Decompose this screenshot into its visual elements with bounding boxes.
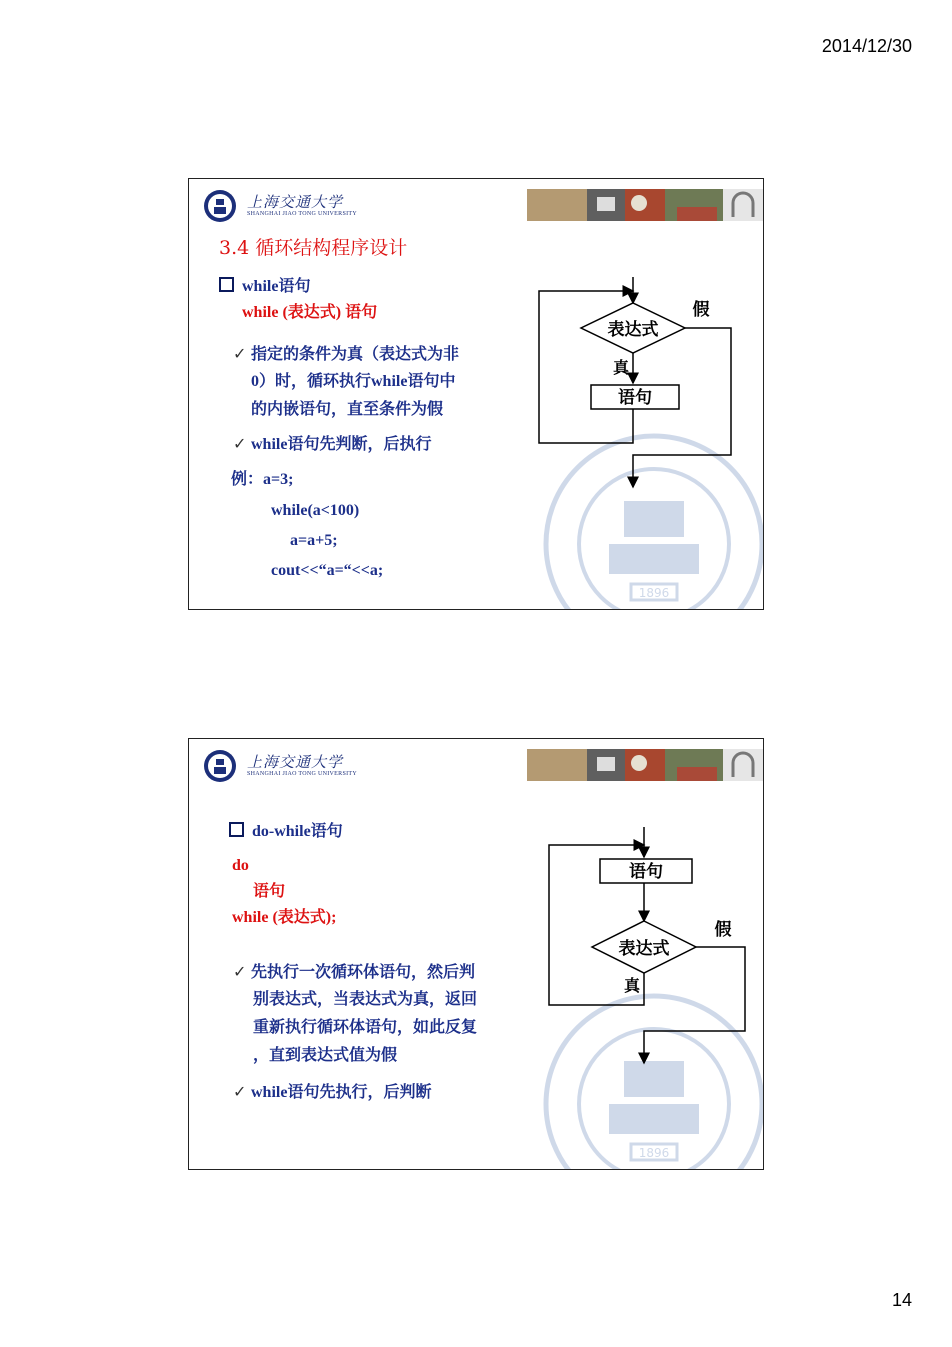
- flow-true-label: 真: [623, 976, 641, 995]
- checkmark-icon: ✓: [233, 1082, 247, 1101]
- point-line-2: 别表达式，当表达式为真，返回: [253, 991, 478, 1008]
- point-line-5: ✓ while语句先执行，后判断: [233, 1079, 431, 1106]
- checkmark-icon: ✓: [233, 962, 247, 981]
- point-line-1: ✓ 先执行一次循环体语句，然后判: [233, 959, 475, 986]
- university-logo: [203, 749, 363, 783]
- point-line-3: 重新执行循环体语句，如此反复: [253, 1019, 478, 1036]
- bullet-heading: do-while语句: [229, 819, 343, 845]
- checkmark-icon: ✓: [233, 434, 247, 453]
- point-line-3: 的内嵌语句，直至条件为假: [251, 401, 444, 418]
- square-bullet-icon: [219, 277, 234, 292]
- slide-while: [188, 178, 764, 610]
- example-line-1: 例：a=3;: [231, 471, 294, 488]
- university-seal-icon: [203, 749, 237, 783]
- logo-subtitle: SHANGHAI JIAO TONG UNIVERSITY: [247, 771, 357, 777]
- checkmark-icon: ✓: [233, 344, 247, 363]
- flow-statement: 语句: [629, 862, 663, 882]
- while-flowchart: [529, 273, 749, 489]
- campus-photo-strip: [527, 749, 763, 781]
- flow-statement: 语句: [618, 388, 652, 408]
- flow-condition: 表达式: [618, 939, 670, 959]
- point-line-4: ✓ while语句先判断，后执行: [233, 431, 431, 458]
- flow-false-label: 假: [692, 300, 710, 320]
- flow-condition: 表达式: [607, 320, 659, 340]
- flow-false-label: 假: [714, 920, 732, 940]
- syntax-do: do: [232, 857, 249, 874]
- university-logo: [203, 189, 363, 223]
- logo-subtitle: SHANGHAI JIAO TONG UNIVERSITY: [247, 211, 357, 217]
- syntax-while: while (表达式);: [232, 909, 337, 926]
- logo-title: 上海交通大学: [247, 193, 344, 211]
- slide-do-while: [188, 738, 764, 1170]
- campus-photo-strip: [527, 189, 763, 221]
- page-number: 14: [891, 1290, 912, 1310]
- point-line-4: ，直到表达式值为假: [253, 1047, 398, 1064]
- page-date: 2014/12/30: [821, 36, 912, 56]
- square-bullet-icon: [229, 822, 244, 837]
- do-while-flowchart: [539, 827, 759, 1065]
- university-seal-icon: [203, 189, 237, 223]
- watermark-year: 1896: [638, 586, 670, 600]
- point-line-1: ✓ 指定的条件为真（表达式为非: [233, 341, 459, 368]
- example-line-3: a=a+5;: [290, 532, 338, 549]
- syntax-line: while (表达式) 语句: [242, 304, 378, 321]
- logo-title: 上海交通大学: [247, 753, 344, 771]
- point-line-2: 0）时，循环执行while语句中: [251, 373, 456, 390]
- example-line-2: while(a<100): [271, 502, 360, 519]
- example-line-4: cout<<“a=“<<a;: [271, 562, 384, 579]
- slide-title: 3.4 循环结构程序设计: [219, 237, 408, 259]
- bullet-heading: while语句: [219, 274, 310, 300]
- syntax-statement: 语句: [253, 883, 286, 900]
- flow-true-label: 真: [612, 358, 630, 377]
- watermark-year: 1896: [638, 1146, 670, 1160]
